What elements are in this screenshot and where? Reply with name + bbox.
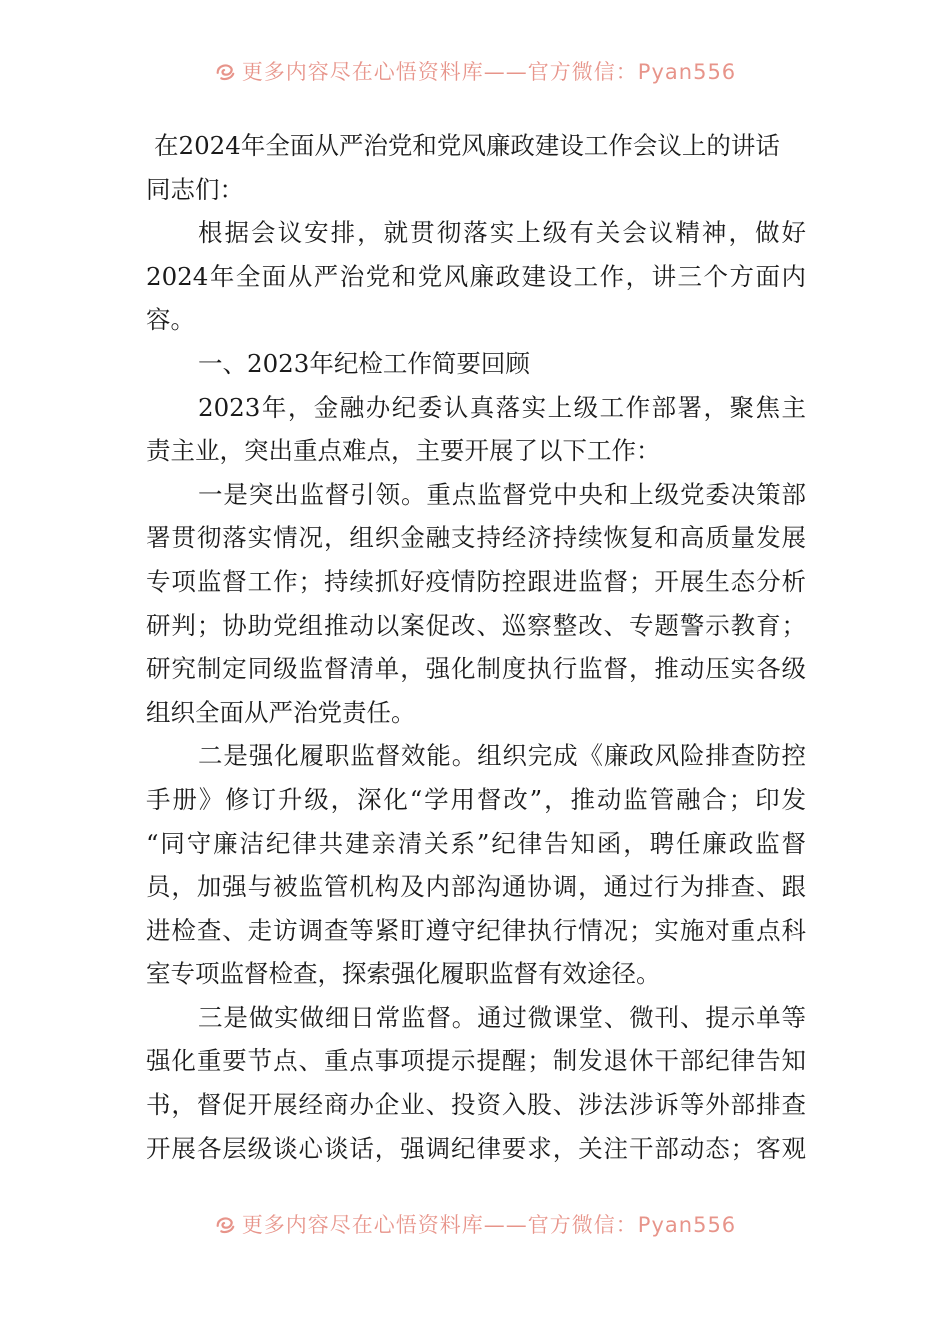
point-one-line-3: 专项监督工作；持续抓好疫情防控跟进监督；开展生态分析 (146, 566, 806, 596)
point-two-line-6: 室专项监督检查，探索强化履职监督有效途径。 (146, 959, 661, 989)
point-one-line-4: 研判；协助党组推动以案促改、巡察整改、专题警示教育； (146, 610, 806, 640)
point-two-line-3: “同守廉洁纪律共建亲清关系”纪律告知函，聘任廉政监督 (146, 828, 806, 858)
point-one-line-1: 一是突出监督引领。重点监督党中央和上级党委决策部 (198, 479, 806, 509)
point-one-line-2: 署贯彻落实情况，组织金融支持经济持续恢复和高质量发展 (146, 523, 806, 553)
section-heading: 一、2023年纪检工作简要回顾 (198, 348, 530, 378)
point-two-line-4: 员，加强与被监管机构及内部沟通协调，通过行为排查、跟 (146, 872, 806, 902)
watermark-text: 更多内容尽在心悟资料库——官方微信：Pyan556 (241, 60, 737, 84)
point-one-line-5: 研究制定同级监督清单，强化制度执行监督，推动压实各级 (146, 654, 806, 684)
point-three-line-3: 书，督促开展经商办企业、投资入股、涉法涉诉等外部排查 (146, 1090, 806, 1120)
intro-line-3: 容。 (146, 305, 195, 335)
intro-line-1: 根据会议安排，就贯彻落实上级有关会议精神，做好 (198, 218, 806, 248)
point-three-line-1: 三是做实做细日常监督。通过微课堂、微刊、提示单等 (198, 1002, 806, 1032)
summary-line-1: 2023年，金融办纪委认真落实上级工作部署，聚焦主 (198, 392, 806, 422)
point-three-line-4: 开展各层级谈心谈话，强调纪律要求，关注干部动态；客观 (146, 1133, 806, 1163)
watermark-text: 更多内容尽在心悟资料库——官方微信：Pyan556 (241, 1213, 737, 1237)
watermark-header (0, 56, 950, 86)
point-two-line-1: 二是强化履职监督效能。组织完成《廉政风险排查防控 (198, 741, 806, 771)
point-one-line-6: 组织全面从严治党责任。 (146, 697, 416, 727)
swirl-logo-icon (214, 1213, 236, 1235)
salutation: 同志们： (146, 174, 244, 204)
intro-line-2: 2024年全面从严治党和党风廉政建设工作，讲三个方面内 (146, 261, 806, 291)
point-two-line-5: 进检查、走访调查等紧盯遵守纪律执行情况；实施对重点科 (146, 915, 806, 945)
point-two-line-2: 手册》修订升级，深化“学用督改”，推动监管融合；印发 (146, 784, 806, 814)
document-body (146, 124, 806, 1170)
point-three-line-2: 强化重要节点、重点事项提示提醒；制发退休干部纪律告知 (146, 1046, 806, 1076)
watermark-footer (0, 1209, 950, 1239)
swirl-logo-icon (214, 60, 236, 82)
summary-line-2: 责主业，突出重点难点，主要开展了以下工作： (146, 436, 661, 466)
speech-title: 在2024年全面从严治党和党风廉政建设工作会议上的讲话 (154, 131, 780, 160)
